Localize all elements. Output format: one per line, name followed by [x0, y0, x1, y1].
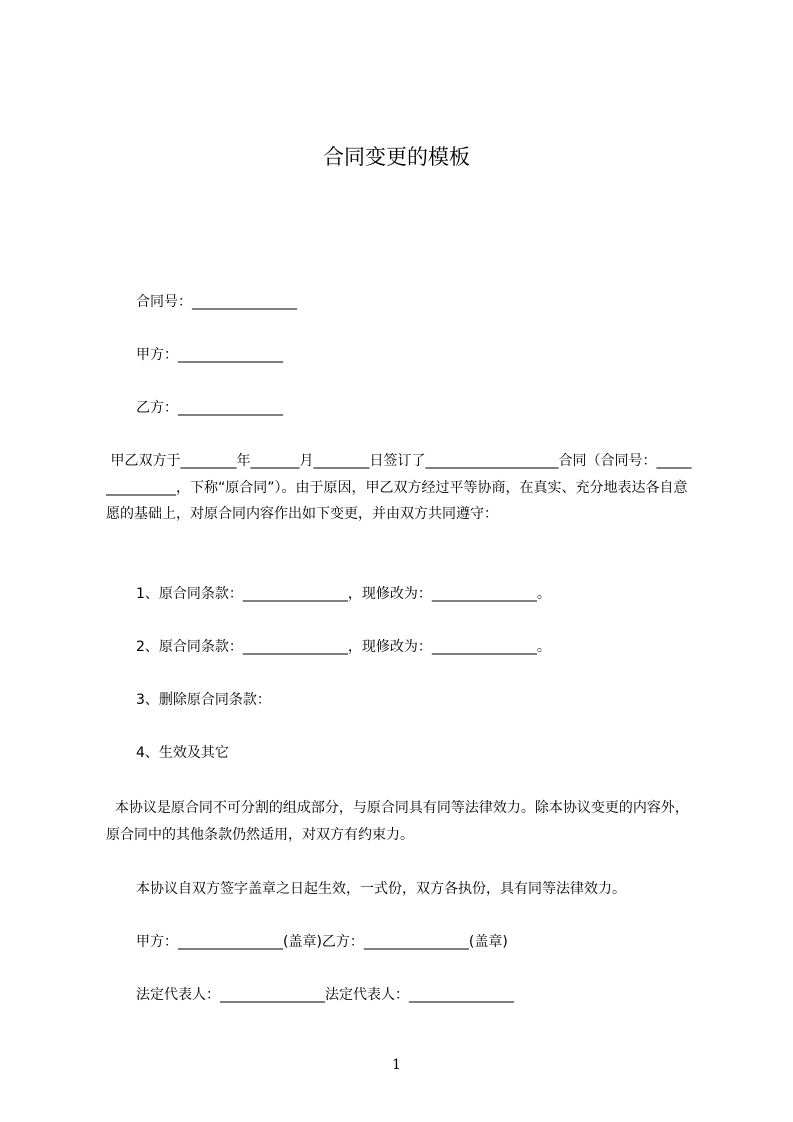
page-number: 1 — [392, 1057, 401, 1073]
signing-sentence: 本协议自双方签字盖章之日起生效，一式份，双方各执份，具有同等法律效力。 — [136, 881, 626, 897]
document-title: 合同变更的模板 — [323, 145, 470, 169]
party-b-line: 乙方：_______________ — [136, 400, 283, 416]
party-a-line: 甲方：_______________ — [136, 347, 283, 363]
seal-line: 甲方：_______________(盖章)乙方：_______________(盖章) — [136, 934, 508, 950]
effect-paragraph: 本协议是原合同不可分割的组成部分，与原合同具有同等法律效力。除本协议变更的内容外，原合同中的其他条款仍然适用，对双方有约束力。 — [106, 800, 689, 843]
clause-item-2: 2、原合同条款：_______________，现修改为：_______________。 — [136, 639, 551, 655]
intro-paragraph: 甲乙双方于________年_______月________日签订了___________________合同（合同号：_______________，下称“原合同”）。由于原因，甲乙双方经过平等协商，在真实、充分地表达各自意愿的基础上，对原合同内容作出如下变更，并由双方共同遵守： — [106, 453, 692, 522]
clause-item-1: 1、原合同条款：_______________，现修改为：_______________。 — [136, 586, 551, 602]
clause-item-3: 3、删除原合同条款： — [136, 692, 271, 708]
contract-number-line: 合同号：_______________ — [136, 294, 297, 310]
clause-item-4: 4、生效及其它 — [136, 745, 229, 761]
legal-representative-line: 法定代表人：_______________法定代表人：_______________ — [136, 987, 514, 1003]
